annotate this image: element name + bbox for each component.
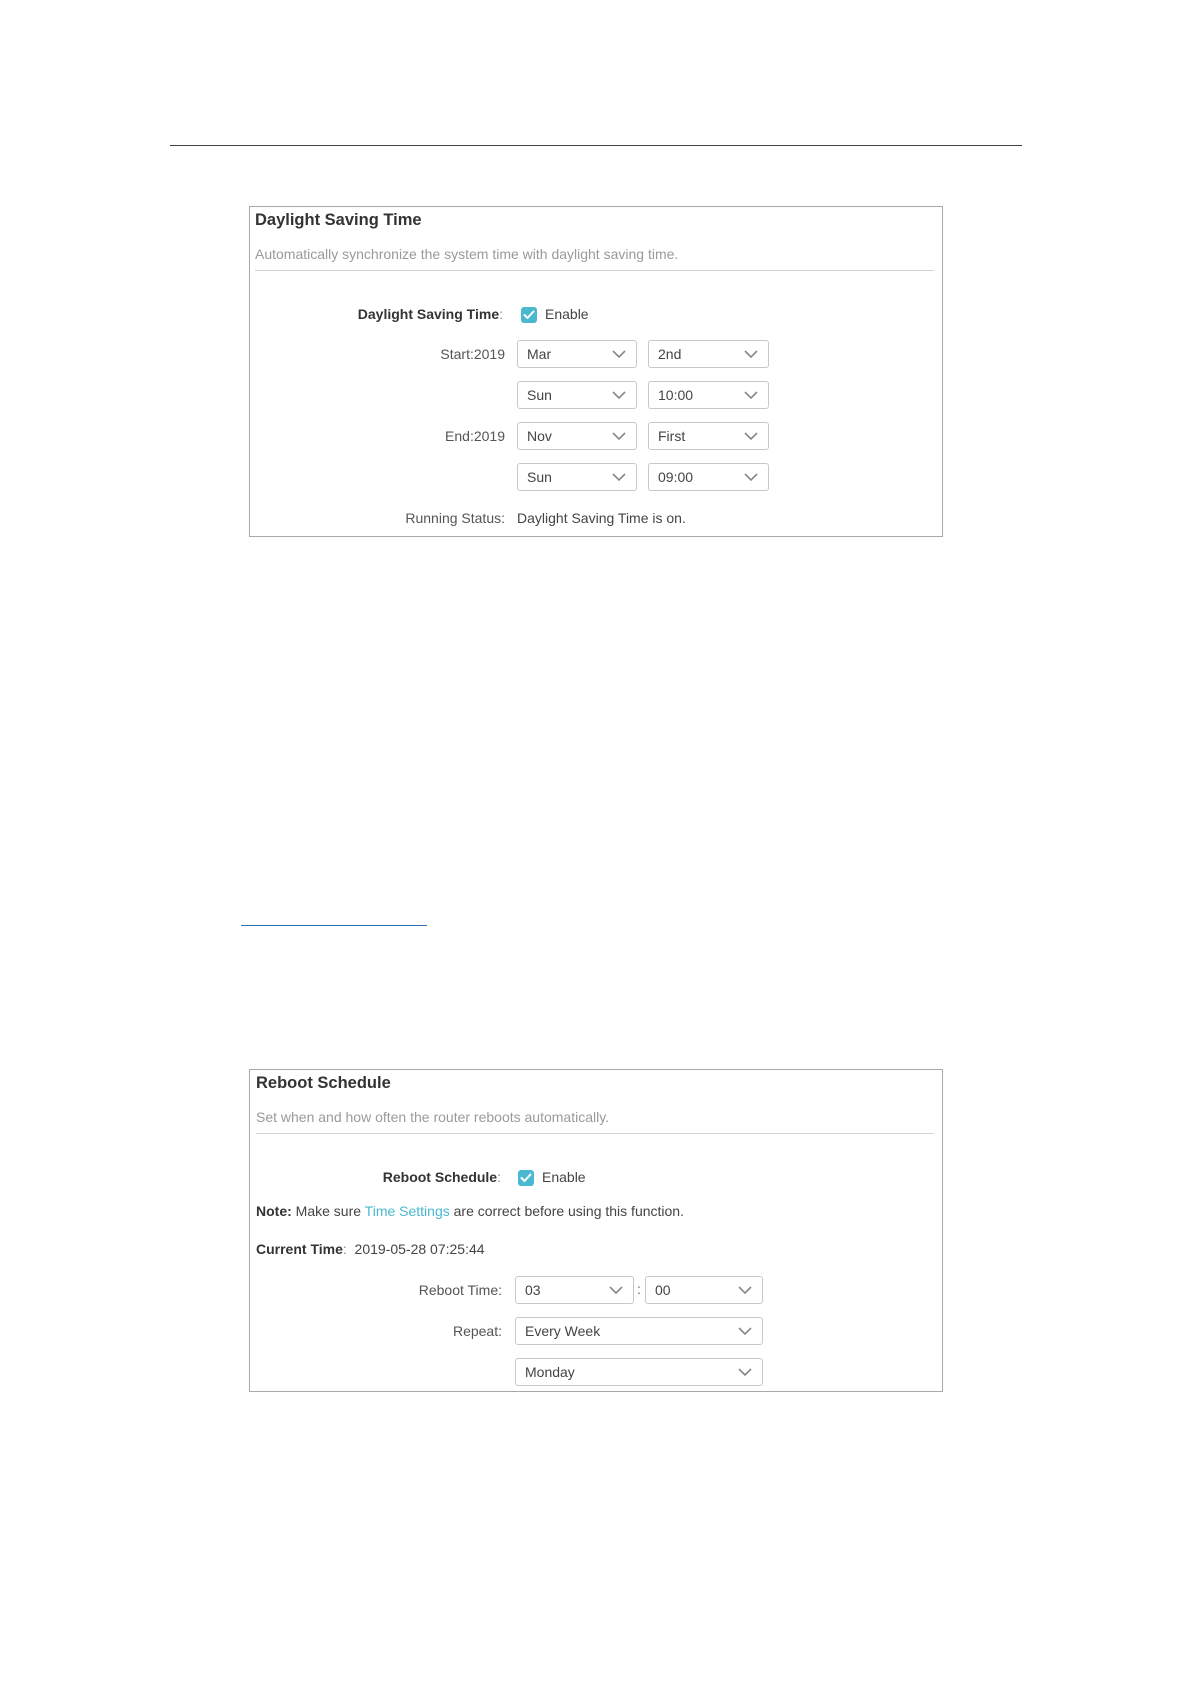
- current-time-value: 2019-05-28 07:25:44: [354, 1241, 485, 1257]
- chevron-down-icon: [738, 1367, 752, 1377]
- reboot-note-prefix: Note:: [256, 1203, 292, 1219]
- dst-start-time-select[interactable]: [648, 381, 769, 409]
- dst-enable-checkbox[interactable]: [521, 307, 537, 323]
- repeat-value: Every Week: [525, 1323, 601, 1339]
- page-top-rule: [170, 145, 1022, 146]
- reboot-note: [256, 1203, 684, 1219]
- chevron-down-icon: [738, 1326, 752, 1336]
- reboot-hour-value: 03: [525, 1282, 541, 1298]
- reboot-enable-label: Reboot Schedule:: [382, 1169, 501, 1185]
- dst-start-label: Start:2019: [440, 346, 505, 362]
- dst-start-day-select[interactable]: [517, 381, 637, 409]
- chevron-down-icon: [744, 431, 758, 441]
- repeat-select[interactable]: [515, 1317, 763, 1345]
- dst-panel: [249, 206, 943, 537]
- dst-enable-text[interactable]: Enable: [545, 306, 589, 322]
- current-time-row: Current Time: 2019-05-28 07:25:44: [256, 1241, 485, 1257]
- dst-panel-description: Automatically synchronize the system time with daylight saving time.: [255, 246, 679, 262]
- reboot-enable-label-text: Reboot Schedule: [382, 1169, 498, 1185]
- dst-end-month-select[interactable]: [517, 422, 637, 450]
- chevron-down-icon: [612, 472, 626, 482]
- dst-end-month-value: Nov: [527, 428, 552, 444]
- dst-start-time-value: 10:00: [658, 387, 694, 403]
- dst-status-label: Running Status:: [405, 510, 505, 526]
- time-settings-link[interactable]: Time Settings: [364, 1203, 450, 1219]
- reboot-minute-value: 00: [655, 1282, 671, 1298]
- reboot-panel: [249, 1069, 943, 1392]
- dst-start-week-value: 2nd: [658, 346, 682, 362]
- dst-end-week-value: First: [658, 428, 686, 444]
- dst-end-day-value: Sun: [527, 469, 552, 485]
- reboot-panel-divider: [256, 1133, 934, 1134]
- dst-start-day-value: Sun: [527, 387, 552, 403]
- dst-start-month-select[interactable]: [517, 340, 637, 368]
- chevron-down-icon: [612, 349, 626, 359]
- reboot-panel-description: Set when and how often the router reboots automatically.: [256, 1109, 610, 1125]
- chevron-down-icon: [609, 1285, 623, 1295]
- reboot-enable-checkbox[interactable]: [518, 1170, 534, 1186]
- dst-end-label: End:2019: [445, 428, 505, 444]
- repeat-day-select[interactable]: [515, 1358, 763, 1386]
- dst-panel-title: Daylight Saving Time: [255, 211, 422, 229]
- dst-end-time-value: 09:00: [658, 469, 694, 485]
- current-time-label: Current Time: [256, 1241, 343, 1257]
- chevron-down-icon: [612, 431, 626, 441]
- reboot-time-separator: :: [637, 1281, 641, 1297]
- dst-panel-divider: [255, 270, 934, 271]
- check-icon: [520, 1173, 532, 1183]
- chevron-down-icon: [744, 349, 758, 359]
- chevron-down-icon: [744, 390, 758, 400]
- dst-enable-label-text: Daylight Saving Time: [357, 306, 500, 322]
- dst-start-month-value: Mar: [527, 346, 552, 362]
- dst-enable-label: Daylight Saving Time:: [357, 306, 503, 322]
- dst-status-value: Daylight Saving Time is on.: [517, 510, 686, 526]
- dst-end-time-select[interactable]: [648, 463, 769, 491]
- reboot-hour-select[interactable]: [515, 1276, 634, 1304]
- dst-start-week-select[interactable]: [648, 340, 769, 368]
- chevron-down-icon: [612, 390, 626, 400]
- link-underline-rule: [241, 925, 427, 926]
- reboot-time-label: Reboot Time:: [418, 1282, 502, 1298]
- reboot-note-text-after: are correct before using this function.: [449, 1203, 684, 1219]
- repeat-day-value: Monday: [525, 1364, 575, 1380]
- repeat-label: Repeat:: [452, 1323, 502, 1339]
- reboot-note-text-before: Make sure: [291, 1203, 365, 1219]
- dst-end-week-select[interactable]: [648, 422, 769, 450]
- reboot-panel-title: Reboot Schedule: [256, 1074, 391, 1092]
- reboot-minute-select[interactable]: [645, 1276, 763, 1304]
- check-icon: [523, 310, 535, 320]
- chevron-down-icon: [744, 472, 758, 482]
- reboot-enable-text[interactable]: Enable: [542, 1169, 586, 1185]
- chevron-down-icon: [738, 1285, 752, 1295]
- dst-end-day-select[interactable]: [517, 463, 637, 491]
